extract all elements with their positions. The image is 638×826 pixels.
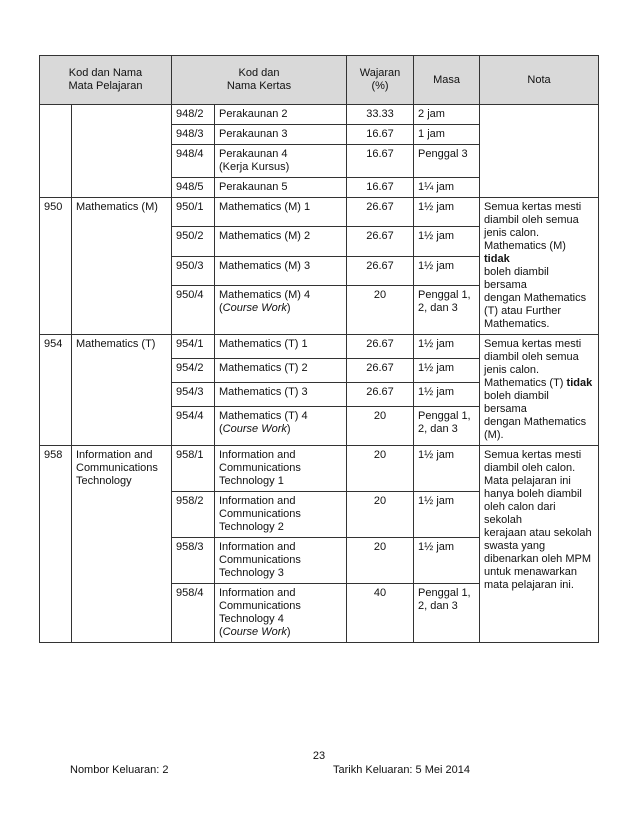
paper-name: Mathematics (T) 4 (Course Work) bbox=[215, 406, 347, 445]
paper-name: Mathematics (T) 1 bbox=[215, 335, 347, 359]
paper-name: Information and Communications Technology 4 (Course Work) bbox=[215, 584, 347, 643]
subject-name-cell: Mathematics (M) bbox=[72, 198, 172, 335]
paper-weight: 20 bbox=[347, 538, 414, 584]
note-cell: Semua kertas mesti diambil oleh semua jenis calon. Mathematics (M) tidak boleh diambil bersama dengan Mathematics (T) atau Further Mathematics. bbox=[480, 198, 599, 335]
paper-name: Mathematics (T) 3 bbox=[215, 382, 347, 406]
paper-code: 958/1 bbox=[172, 446, 215, 492]
paper-name: Mathematics (M) 3 bbox=[215, 256, 347, 285]
paper-weight: 16.67 bbox=[347, 145, 414, 178]
paper-time: 1½ jam bbox=[414, 382, 480, 406]
header-subject: Kod dan Nama Mata Pelajaran bbox=[40, 56, 172, 105]
paper-weight: 26.67 bbox=[347, 256, 414, 285]
table-row bbox=[40, 198, 599, 227]
paper-time: Penggal 1, 2, dan 3 bbox=[414, 286, 480, 335]
paper-time: 1½ jam bbox=[414, 198, 480, 227]
paper-code: 950/4 bbox=[172, 286, 215, 335]
paper-name: Perakaunan 5 bbox=[215, 178, 347, 198]
paper-time: Penggal 3 bbox=[414, 145, 480, 178]
paper-code: 948/5 bbox=[172, 178, 215, 198]
paper-code: 948/4 bbox=[172, 145, 215, 178]
paper-name: Perakaunan 3 bbox=[215, 125, 347, 145]
paper-code: 958/3 bbox=[172, 538, 215, 584]
subject-code-cell: 950 bbox=[40, 198, 72, 335]
paper-code: 950/2 bbox=[172, 227, 215, 256]
paper-weight: 16.67 bbox=[347, 178, 414, 198]
page-number: 23 bbox=[312, 750, 326, 762]
paper-code: 954/1 bbox=[172, 335, 215, 359]
paper-time: 1 jam bbox=[414, 125, 480, 145]
table-row bbox=[40, 105, 599, 125]
paper-name: Perakaunan 4 (Kerja Kursus) bbox=[215, 145, 347, 178]
subject-code-cell: 958 bbox=[40, 446, 72, 643]
paper-weight: 16.67 bbox=[347, 125, 414, 145]
paper-name: Information and Communications Technology 3 bbox=[215, 538, 347, 584]
paper-weight: 20 bbox=[347, 492, 414, 538]
header-paper: Kod dan Nama Kertas bbox=[172, 56, 347, 105]
paper-time: Penggal 1, 2, dan 3 bbox=[414, 584, 480, 643]
paper-code: 954/4 bbox=[172, 406, 215, 445]
issue-date: Tarikh Keluaran: 5 Mei 2014 bbox=[333, 764, 470, 776]
paper-code: 948/3 bbox=[172, 125, 215, 145]
table-row bbox=[40, 335, 599, 359]
header-time: Masa bbox=[414, 56, 480, 105]
table-header-row bbox=[40, 56, 599, 105]
paper-weight: 33.33 bbox=[347, 105, 414, 125]
paper-code: 950/3 bbox=[172, 256, 215, 285]
paper-code: 958/4 bbox=[172, 584, 215, 643]
paper-time: 1½ jam bbox=[414, 227, 480, 256]
subject-name-cell bbox=[72, 105, 172, 198]
paper-code: 958/2 bbox=[172, 492, 215, 538]
note-cell bbox=[480, 105, 599, 198]
paper-time: Penggal 1, 2, dan 3 bbox=[414, 406, 480, 445]
paper-weight: 20 bbox=[347, 406, 414, 445]
paper-name: Mathematics (M) 1 bbox=[215, 198, 347, 227]
paper-code: 954/2 bbox=[172, 358, 215, 382]
header-weight: Wajaran (%) bbox=[347, 56, 414, 105]
paper-code: 948/2 bbox=[172, 105, 215, 125]
subject-name-cell: Information and Communications Technology bbox=[72, 446, 172, 643]
paper-weight: 26.67 bbox=[347, 335, 414, 359]
paper-name: Information and Communications Technology 1 bbox=[215, 446, 347, 492]
paper-weight: 26.67 bbox=[347, 358, 414, 382]
paper-name: Mathematics (T) 2 bbox=[215, 358, 347, 382]
paper-time: 1¼ jam bbox=[414, 178, 480, 198]
note-cell: Semua kertas mesti diambil oleh calon. Mata pelajaran ini hanya boleh diambil oleh calon dari sekolah kerajaan atau sekolah swasta yang dibenarkan oleh MPM untuk menawarkan mata pelajaran ini. bbox=[480, 446, 599, 643]
paper-code: 954/3 bbox=[172, 382, 215, 406]
header-note: Nota bbox=[480, 56, 599, 105]
issue-number: Nombor Keluaran: 2 bbox=[70, 764, 169, 776]
paper-weight: 26.67 bbox=[347, 198, 414, 227]
paper-time: 1½ jam bbox=[414, 492, 480, 538]
subject-code-cell bbox=[40, 105, 72, 198]
subject-name-cell: Mathematics (T) bbox=[72, 335, 172, 446]
paper-name: Perakaunan 2 bbox=[215, 105, 347, 125]
paper-weight: 20 bbox=[347, 286, 414, 335]
paper-time: 1½ jam bbox=[414, 538, 480, 584]
paper-weight: 40 bbox=[347, 584, 414, 643]
paper-name: Information and Communications Technology 2 bbox=[215, 492, 347, 538]
paper-name: Mathematics (M) 4 (Course Work) bbox=[215, 286, 347, 335]
paper-weight: 26.67 bbox=[347, 382, 414, 406]
paper-weight: 26.67 bbox=[347, 227, 414, 256]
paper-time: 1½ jam bbox=[414, 358, 480, 382]
syllabus-table bbox=[39, 55, 599, 643]
table-row bbox=[40, 446, 599, 492]
paper-code: 950/1 bbox=[172, 198, 215, 227]
paper-name: Mathematics (M) 2 bbox=[215, 227, 347, 256]
subject-code-cell: 954 bbox=[40, 335, 72, 446]
paper-time: 1½ jam bbox=[414, 335, 480, 359]
paper-time: 2 jam bbox=[414, 105, 480, 125]
note-cell: Semua kertas mesti diambil oleh semua jenis calon. Mathematics (T) tidak boleh diambil bersama dengan Mathematics (M). bbox=[480, 335, 599, 446]
paper-time: 1½ jam bbox=[414, 446, 480, 492]
paper-time: 1½ jam bbox=[414, 256, 480, 285]
paper-weight: 20 bbox=[347, 446, 414, 492]
